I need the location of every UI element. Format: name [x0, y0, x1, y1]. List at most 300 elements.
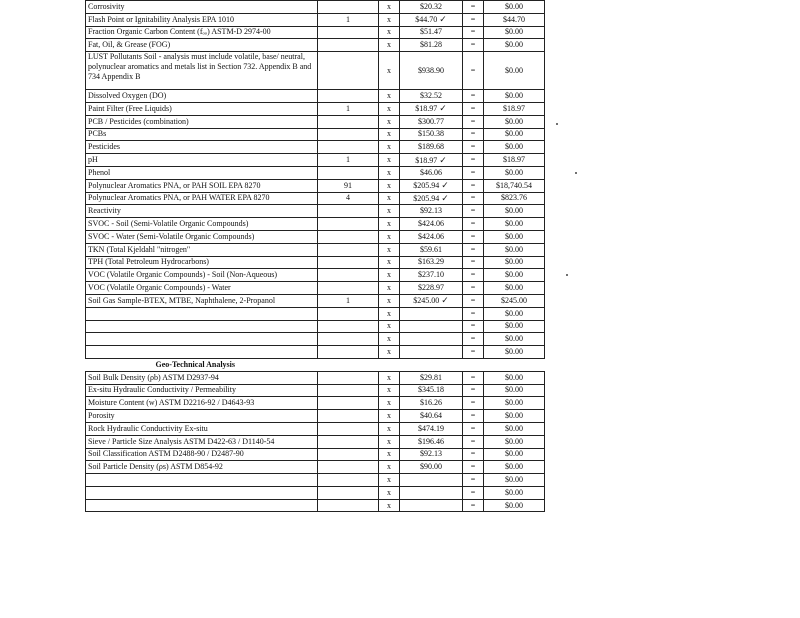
quantity-cell — [318, 371, 379, 384]
unit-price: $196.46 — [418, 436, 444, 446]
quantity-cell — [318, 320, 379, 333]
equals-sign: = — [463, 102, 484, 115]
unit-price: $44.70 — [415, 15, 438, 25]
unit-price: $40.64 — [420, 411, 442, 420]
unit-price-cell — [400, 154, 463, 167]
quantity-cell: 1 — [318, 102, 379, 115]
line-total: $0.00 — [484, 141, 545, 154]
analysis-description — [86, 499, 318, 512]
unit-price: $245.00 — [413, 296, 440, 306]
unit-price-cell — [400, 410, 463, 423]
unit-price: $29.81 — [420, 372, 442, 382]
multiply-sign: x — [379, 256, 400, 269]
multiply-sign: x — [379, 448, 400, 461]
multiply-sign: x — [379, 154, 400, 167]
line-total: $245.00 — [484, 294, 545, 307]
quantity-cell — [318, 333, 379, 346]
table-row — [86, 243, 545, 256]
line-total: $0.00 — [484, 499, 545, 512]
analysis-description: Sieve / Particle Size Analysis ASTM D422-63 / D1140-54 — [86, 435, 318, 448]
multiply-sign: x — [379, 90, 400, 103]
unit-price-cell — [400, 435, 463, 448]
unit-price-cell — [400, 141, 463, 154]
analysis-description: Polynuclear Aromatics PNA, or PAH SOIL EPA 8270 — [86, 179, 318, 192]
quantity-cell: 1 — [318, 294, 379, 307]
unit-price: $92.13 — [420, 449, 442, 459]
unit-price: $20.32 — [420, 1, 442, 11]
unit-price-cell — [400, 166, 463, 179]
multiply-sign: x — [379, 346, 400, 359]
equals-sign: = — [463, 499, 484, 512]
unit-price-cell — [400, 128, 463, 141]
unit-price-cell — [400, 52, 463, 90]
quantity-cell — [318, 474, 379, 487]
multiply-sign: x — [379, 371, 400, 384]
unit-price-cell — [400, 499, 463, 512]
multiply-sign: x — [379, 474, 400, 487]
unit-price-cell — [400, 371, 463, 384]
table-row — [86, 333, 545, 346]
multiply-sign: x — [379, 52, 400, 90]
quantity-cell — [318, 1, 379, 14]
unit-price: $205.94 — [413, 181, 440, 191]
equals-sign: = — [463, 218, 484, 231]
quantity-cell — [318, 128, 379, 141]
analysis-description: Polynuclear Aromatics PNA, or PAH WATER EPA 8270 — [86, 192, 318, 205]
multiply-sign: x — [379, 333, 400, 346]
unit-price-cell — [400, 384, 463, 397]
line-total: $0.00 — [484, 384, 545, 397]
line-total: $0.00 — [484, 128, 545, 141]
multiply-sign: x — [379, 141, 400, 154]
unit-price: $92.13 — [420, 206, 442, 216]
multiply-sign: x — [379, 410, 400, 423]
multiply-sign: x — [379, 320, 400, 333]
lab-analysis-price-table — [85, 0, 545, 512]
table-row — [86, 13, 545, 26]
quantity-cell — [318, 282, 379, 295]
analysis-description: Dissolved Oxygen (DO) — [86, 90, 318, 103]
multiply-sign: x — [379, 230, 400, 243]
analysis-description: Moisture Content (w) ASTM D2216-92 / D4643-93 — [86, 397, 318, 410]
equals-sign: = — [463, 256, 484, 269]
analysis-description: VOC (Volatile Organic Compounds) - Water — [86, 282, 318, 295]
equals-sign: = — [463, 422, 484, 435]
equals-sign: = — [463, 1, 484, 14]
analysis-description: Fraction Organic Carbon Content (fₒₒ) ASTM-D 2974-00 — [86, 26, 318, 39]
analysis-description: Soil Gas Sample-BTEX, MTBE, Naphthalene, 2-Propanol — [86, 294, 318, 307]
multiply-sign: x — [379, 13, 400, 26]
check-mark-icon: ✓ — [441, 295, 449, 306]
unit-price: $189.68 — [418, 142, 444, 152]
quantity-cell — [318, 205, 379, 218]
multiply-sign: x — [379, 307, 400, 320]
unit-price-cell — [400, 486, 463, 499]
unit-price: $51.47 — [420, 27, 442, 37]
table-row — [86, 486, 545, 499]
unit-price-cell — [400, 448, 463, 461]
unit-price-cell — [400, 13, 463, 26]
table-row — [86, 435, 545, 448]
unit-price-cell — [400, 90, 463, 103]
table-row — [86, 166, 545, 179]
equals-sign: = — [463, 346, 484, 359]
table-row — [86, 282, 545, 295]
line-total: $0.00 — [484, 397, 545, 410]
quantity-cell — [318, 230, 379, 243]
equals-sign: = — [463, 128, 484, 141]
unit-price-cell — [400, 307, 463, 320]
quantity-cell — [318, 26, 379, 39]
unit-price-cell — [400, 282, 463, 295]
table-row — [86, 384, 545, 397]
unit-price: $32.52 — [420, 91, 442, 101]
unit-price-cell — [400, 269, 463, 282]
multiply-sign: x — [379, 166, 400, 179]
table-row — [86, 371, 545, 384]
equals-sign: = — [463, 141, 484, 154]
unit-price-cell — [400, 474, 463, 487]
table-row — [86, 1, 545, 14]
table-row — [86, 115, 545, 128]
equals-sign: = — [463, 282, 484, 295]
unit-price-cell — [400, 256, 463, 269]
equals-sign: = — [463, 192, 484, 205]
line-total: $0.00 — [484, 410, 545, 423]
line-total: $0.00 — [484, 333, 545, 346]
table-row — [86, 499, 545, 512]
analysis-description: Pesticides — [86, 141, 318, 154]
table-row — [86, 294, 545, 307]
scan-speck — [556, 123, 558, 125]
analysis-description — [86, 474, 318, 487]
equals-sign: = — [463, 320, 484, 333]
unit-price-cell — [400, 115, 463, 128]
table-row — [86, 218, 545, 231]
quantity-cell — [318, 397, 379, 410]
multiply-sign: x — [379, 102, 400, 115]
line-total: $0.00 — [484, 1, 545, 14]
quantity-cell — [318, 166, 379, 179]
line-total: $0.00 — [484, 166, 545, 179]
unit-price: $474.19 — [418, 423, 444, 433]
quantity-cell — [318, 39, 379, 52]
quantity-cell: 1 — [318, 13, 379, 26]
table-row — [86, 179, 545, 192]
analysis-description: SVOC - Soil (Semi-Volatile Organic Compounds) — [86, 218, 318, 231]
line-total: $18.97 — [484, 154, 545, 167]
multiply-sign: x — [379, 397, 400, 410]
check-mark-icon: ✓ — [439, 154, 447, 165]
unit-price: $228.97 — [418, 283, 444, 293]
table-row — [86, 26, 545, 39]
unit-price: $205.94 — [413, 193, 440, 203]
multiply-sign: x — [379, 39, 400, 52]
unit-price: $18.97 — [415, 155, 438, 165]
table-row — [86, 397, 545, 410]
analysis-description: LUST Pollutants Soil - analysis must include volatile, base/ neutral, polynuclear aromatics and metals list in Section 732. Appendix B and 734 Appendix B — [86, 52, 318, 90]
line-total: $0.00 — [484, 371, 545, 384]
analysis-description: Soil Particle Density (ρs) ASTM D854-92 — [86, 461, 318, 474]
unit-price: $424.06 — [418, 219, 444, 229]
line-total: $0.00 — [484, 205, 545, 218]
table-row — [86, 320, 545, 333]
multiply-sign: x — [379, 269, 400, 282]
equals-sign: = — [463, 115, 484, 128]
unit-price-cell — [400, 320, 463, 333]
analysis-description — [86, 320, 318, 333]
unit-price-cell — [400, 1, 463, 14]
unit-price-cell — [400, 294, 463, 307]
multiply-sign: x — [379, 205, 400, 218]
unit-price-cell — [400, 218, 463, 231]
multiply-sign: x — [379, 294, 400, 307]
quantity-cell — [318, 486, 379, 499]
multiply-sign: x — [379, 179, 400, 192]
unit-price-cell — [400, 230, 463, 243]
check-mark-icon: ✓ — [441, 192, 449, 203]
check-mark-icon: ✓ — [439, 103, 447, 114]
analysis-description: PCB / Pesticides (combination) — [86, 115, 318, 128]
table-row — [86, 461, 545, 474]
line-total: $823.76 — [484, 192, 545, 205]
quantity-cell — [318, 346, 379, 359]
table-row — [86, 410, 545, 423]
table-row — [86, 90, 545, 103]
section-heading: Geo-Technical Analysis — [86, 358, 545, 371]
multiply-sign: x — [379, 115, 400, 128]
multiply-sign: x — [379, 192, 400, 205]
analysis-description: Phenol — [86, 166, 318, 179]
equals-sign: = — [463, 371, 484, 384]
analysis-description: Reactivity — [86, 205, 318, 218]
line-total: $0.00 — [484, 52, 545, 90]
multiply-sign: x — [379, 26, 400, 39]
quantity-cell — [318, 422, 379, 435]
quantity-cell — [318, 410, 379, 423]
multiply-sign: x — [379, 499, 400, 512]
unit-price-cell — [400, 333, 463, 346]
quantity-cell: 91 — [318, 179, 379, 192]
unit-price: $90.00 — [420, 462, 442, 472]
analysis-description — [86, 333, 318, 346]
table-row — [86, 307, 545, 320]
equals-sign: = — [463, 243, 484, 256]
table-row — [86, 154, 545, 167]
analysis-description: Porosity — [86, 410, 318, 423]
multiply-sign: x — [379, 486, 400, 499]
unit-price: $81.28 — [420, 40, 442, 50]
equals-sign: = — [463, 474, 484, 487]
unit-price-cell — [400, 422, 463, 435]
analysis-description: Corrosivity — [86, 1, 318, 14]
line-total: $18.97 — [484, 102, 545, 115]
line-total: $0.00 — [484, 448, 545, 461]
quantity-cell — [318, 499, 379, 512]
check-mark-icon: ✓ — [439, 14, 447, 25]
line-total: $0.00 — [484, 435, 545, 448]
table-row — [86, 52, 545, 90]
table-row — [86, 205, 545, 218]
table-row — [86, 102, 545, 115]
table-row — [86, 192, 545, 205]
table-row — [86, 448, 545, 461]
multiply-sign: x — [379, 461, 400, 474]
unit-price: $424.06 — [418, 231, 444, 241]
line-total: $0.00 — [484, 243, 545, 256]
unit-price: $163.29 — [418, 257, 444, 267]
quantity-cell — [318, 435, 379, 448]
unit-price-cell — [400, 346, 463, 359]
unit-price: $300.77 — [418, 116, 444, 126]
line-total: $0.00 — [484, 422, 545, 435]
equals-sign: = — [463, 39, 484, 52]
line-total: $0.00 — [484, 474, 545, 487]
section-header-row — [86, 358, 545, 371]
equals-sign: = — [463, 397, 484, 410]
quantity-cell: 1 — [318, 154, 379, 167]
unit-price: $59.61 — [420, 244, 442, 254]
quantity-cell — [318, 269, 379, 282]
multiply-sign: x — [379, 1, 400, 14]
multiply-sign: x — [379, 384, 400, 397]
scan-speck — [566, 274, 568, 276]
equals-sign: = — [463, 384, 484, 397]
quantity-cell — [318, 52, 379, 90]
unit-price: $237.10 — [418, 270, 444, 280]
line-total: $0.00 — [484, 230, 545, 243]
equals-sign: = — [463, 52, 484, 90]
table-row — [86, 422, 545, 435]
multiply-sign: x — [379, 128, 400, 141]
line-total: $0.00 — [484, 90, 545, 103]
unit-price-cell — [400, 205, 463, 218]
quantity-cell: 4 — [318, 192, 379, 205]
line-total: $0.00 — [484, 486, 545, 499]
table-row — [86, 474, 545, 487]
line-total: $0.00 — [484, 346, 545, 359]
table-row — [86, 141, 545, 154]
equals-sign: = — [463, 26, 484, 39]
analysis-description: Soil Bulk Density (ρb) ASTM D2937-94 — [86, 371, 318, 384]
analysis-description: Soil Classification ASTM D2488-90 / D2487-90 — [86, 448, 318, 461]
equals-sign: = — [463, 90, 484, 103]
unit-price-cell — [400, 39, 463, 52]
equals-sign: = — [463, 294, 484, 307]
multiply-sign: x — [379, 422, 400, 435]
analysis-description: SVOC - Water (Semi-Volatile Organic Compounds) — [86, 230, 318, 243]
table-row — [86, 269, 545, 282]
analysis-description — [86, 346, 318, 359]
check-mark-icon: ✓ — [441, 180, 449, 191]
line-total: $18,740.54 — [484, 179, 545, 192]
equals-sign: = — [463, 307, 484, 320]
analysis-description: Paint Filter (Free Liquids) — [86, 102, 318, 115]
equals-sign: = — [463, 230, 484, 243]
multiply-sign: x — [379, 243, 400, 256]
analysis-description: TPH (Total Petroleum Hydrocarbons) — [86, 256, 318, 269]
line-total: $0.00 — [484, 269, 545, 282]
analysis-description — [86, 307, 318, 320]
multiply-sign: x — [379, 218, 400, 231]
line-total: $0.00 — [484, 115, 545, 128]
line-total: $0.00 — [484, 39, 545, 52]
table-row — [86, 346, 545, 359]
equals-sign: = — [463, 333, 484, 346]
quantity-cell — [318, 115, 379, 128]
analysis-description: PCBs — [86, 128, 318, 141]
line-total: $0.00 — [484, 307, 545, 320]
unit-price: $18.97 — [415, 104, 438, 114]
analysis-description: TKN (Total Kjeldahl "nitrogen" — [86, 243, 318, 256]
line-total: $0.00 — [484, 218, 545, 231]
table-body — [86, 1, 545, 512]
unit-price-cell — [400, 192, 463, 205]
unit-price-cell — [400, 461, 463, 474]
quantity-cell — [318, 256, 379, 269]
quantity-cell — [318, 243, 379, 256]
quantity-cell — [318, 461, 379, 474]
equals-sign: = — [463, 435, 484, 448]
quantity-cell — [318, 307, 379, 320]
equals-sign: = — [463, 154, 484, 167]
unit-price: $150.38 — [418, 129, 444, 139]
analysis-description: Fat, Oil, & Grease (FOG) — [86, 39, 318, 52]
quantity-cell — [318, 448, 379, 461]
equals-sign: = — [463, 166, 484, 179]
equals-sign: = — [463, 410, 484, 423]
line-total: $0.00 — [484, 256, 545, 269]
unit-price: $938.90 — [418, 65, 444, 75]
table-row — [86, 230, 545, 243]
equals-sign: = — [463, 486, 484, 499]
unit-price: $46.06 — [420, 167, 442, 177]
analysis-description — [86, 486, 318, 499]
line-total: $0.00 — [484, 26, 545, 39]
table-row — [86, 39, 545, 52]
equals-sign: = — [463, 13, 484, 26]
line-total: $44.70 — [484, 13, 545, 26]
unit-price: $16.26 — [420, 398, 442, 408]
unit-price-cell — [400, 102, 463, 115]
equals-sign: = — [463, 461, 484, 474]
unit-price-cell — [400, 179, 463, 192]
quantity-cell — [318, 141, 379, 154]
analysis-description: Rock Hydraulic Conductivity Ex-situ — [86, 422, 318, 435]
equals-sign: = — [463, 448, 484, 461]
quantity-cell — [318, 90, 379, 103]
analysis-description: VOC (Volatile Organic Compounds) - Soil (Non-Aqueous) — [86, 269, 318, 282]
unit-price-cell — [400, 397, 463, 410]
analysis-description: pH — [86, 154, 318, 167]
line-total: $0.00 — [484, 320, 545, 333]
equals-sign: = — [463, 205, 484, 218]
unit-price-cell — [400, 243, 463, 256]
unit-price-cell — [400, 26, 463, 39]
table-row — [86, 128, 545, 141]
analysis-description: Flash Point or Ignitability Analysis EPA 1010 — [86, 13, 318, 26]
scan-speck — [575, 172, 577, 174]
quantity-cell — [318, 384, 379, 397]
equals-sign: = — [463, 179, 484, 192]
line-total: $0.00 — [484, 461, 545, 474]
unit-price: $345.18 — [418, 385, 444, 395]
multiply-sign: x — [379, 435, 400, 448]
multiply-sign: x — [379, 282, 400, 295]
line-total: $0.00 — [484, 282, 545, 295]
analysis-description: Ex-situ Hydraulic Conductivity / Permeability — [86, 384, 318, 397]
quantity-cell — [318, 218, 379, 231]
